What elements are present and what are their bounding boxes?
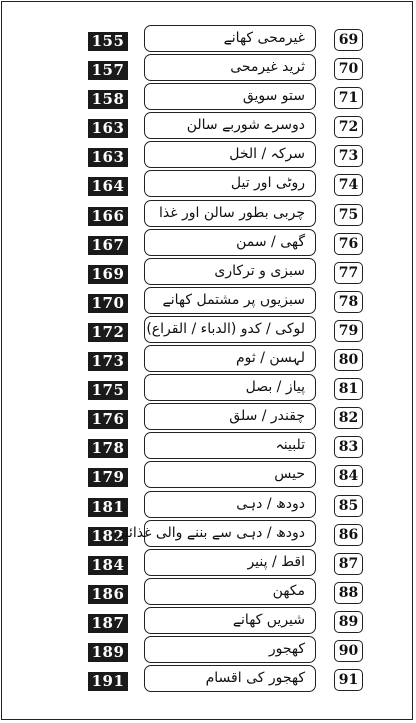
- chapter-title: سرکہ / الخل: [144, 141, 316, 168]
- toc-row: [0, 373, 416, 402]
- page-number-badge: 179: [88, 468, 128, 487]
- toc-row: [0, 257, 416, 286]
- chapter-title: چربی بطور سالن اور غذا: [144, 200, 316, 227]
- chapter-title: کھجور کی اقسام: [144, 665, 316, 692]
- toc-row: [0, 315, 416, 344]
- chapter-number: 82: [334, 407, 363, 429]
- chapter-number: 89: [334, 611, 363, 633]
- chapter-title: ستو سویق: [144, 83, 316, 110]
- chapter-title: روٹی اور تیل: [144, 170, 316, 197]
- chapter-title: حیس: [144, 461, 316, 488]
- chapter-number: 71: [334, 87, 363, 109]
- chapter-number: 87: [334, 553, 363, 575]
- toc-row: [0, 402, 416, 431]
- page-number-badge: 157: [88, 61, 128, 80]
- page-number-badge: 163: [88, 148, 128, 167]
- toc-row: [0, 606, 416, 635]
- toc-row: [0, 664, 416, 693]
- page-number-badge: 181: [88, 498, 128, 517]
- page-number-badge: 187: [88, 614, 128, 633]
- page-number-badge: 173: [88, 352, 128, 371]
- chapter-number: 86: [334, 524, 363, 546]
- toc-row: [0, 577, 416, 606]
- chapter-number: 84: [334, 465, 363, 487]
- chapter-number: 78: [334, 291, 363, 313]
- page-number-badge: 191: [88, 672, 128, 691]
- chapter-title: تلبینہ: [144, 432, 316, 459]
- toc-row: [0, 519, 416, 548]
- toc-row: [0, 228, 416, 257]
- page-number-badge: 163: [88, 119, 128, 138]
- toc-row: [0, 460, 416, 489]
- toc-row: [0, 431, 416, 460]
- chapter-number: 91: [334, 669, 363, 691]
- toc-row: [0, 53, 416, 82]
- chapter-number: 72: [334, 116, 363, 138]
- page-number-badge: 175: [88, 381, 128, 400]
- page-number-badge: 158: [88, 90, 128, 109]
- page-number-badge: 167: [88, 236, 128, 255]
- chapter-number: 75: [334, 204, 363, 226]
- chapter-title: دودھ / دہی: [144, 491, 316, 518]
- page-number-badge: 186: [88, 585, 128, 604]
- toc-row: [0, 169, 416, 198]
- chapter-title: شیریں کھانے: [144, 607, 316, 634]
- toc-row: [0, 286, 416, 315]
- page-number-badge: 170: [88, 294, 128, 313]
- toc-row: [0, 199, 416, 228]
- toc-row: [0, 635, 416, 664]
- chapter-number: 76: [334, 233, 363, 255]
- chapter-number: 88: [334, 582, 363, 604]
- page-number-badge: 172: [88, 323, 128, 342]
- toc-row: [0, 344, 416, 373]
- chapter-number: 80: [334, 349, 363, 371]
- page-number-badge: 182: [88, 527, 128, 546]
- chapter-title: گھی / سمن: [144, 229, 316, 256]
- chapter-title: چقندر / سلق: [144, 403, 316, 430]
- page-number-badge: 169: [88, 265, 128, 284]
- toc-row: [0, 24, 416, 53]
- page-number-badge: 176: [88, 410, 128, 429]
- chapter-number: 70: [334, 58, 363, 80]
- toc-row: [0, 490, 416, 519]
- chapter-title: پیاز / بصل: [144, 374, 316, 401]
- chapter-title: دوسرے شوربے سالن: [144, 112, 316, 139]
- page-number-badge: 189: [88, 643, 128, 662]
- chapter-number: 81: [334, 378, 363, 400]
- chapter-number: 74: [334, 174, 363, 196]
- toc-row: [0, 111, 416, 140]
- chapter-title: مکھن: [144, 578, 316, 605]
- chapter-number: 90: [334, 640, 363, 662]
- chapter-title: اقط / پنیر: [144, 549, 316, 576]
- page-number-badge: 178: [88, 439, 128, 458]
- toc-row: [0, 548, 416, 577]
- chapter-number: 77: [334, 262, 363, 284]
- page-number-badge: 155: [88, 32, 128, 51]
- chapter-number: 83: [334, 436, 363, 458]
- chapter-number: 85: [334, 495, 363, 517]
- chapter-title: سبزی و ترکاری: [144, 258, 316, 285]
- chapter-number: 73: [334, 145, 363, 167]
- chapter-title: کھجور: [144, 636, 316, 663]
- chapter-title: لہسن / ثوم: [144, 345, 316, 372]
- page-number-badge: 184: [88, 556, 128, 575]
- chapter-title: سبزیوں پر مشتمل کھانے: [144, 287, 316, 314]
- table-of-contents: [0, 24, 416, 693]
- page-number-badge: 166: [88, 207, 128, 226]
- toc-row: [0, 140, 416, 169]
- chapter-title: ثرید غیرمحی: [144, 54, 316, 81]
- chapter-number: 69: [334, 29, 363, 51]
- chapter-title: لوکی / کدو (الدباء / القراع): [144, 316, 316, 343]
- chapter-number: 79: [334, 320, 363, 342]
- chapter-title: غیرمحی کھانے: [144, 25, 316, 52]
- chapter-title: دودھ / دہی سے بننے والی غذائیں: [144, 520, 316, 547]
- toc-row: [0, 82, 416, 111]
- page-number-badge: 164: [88, 177, 128, 196]
